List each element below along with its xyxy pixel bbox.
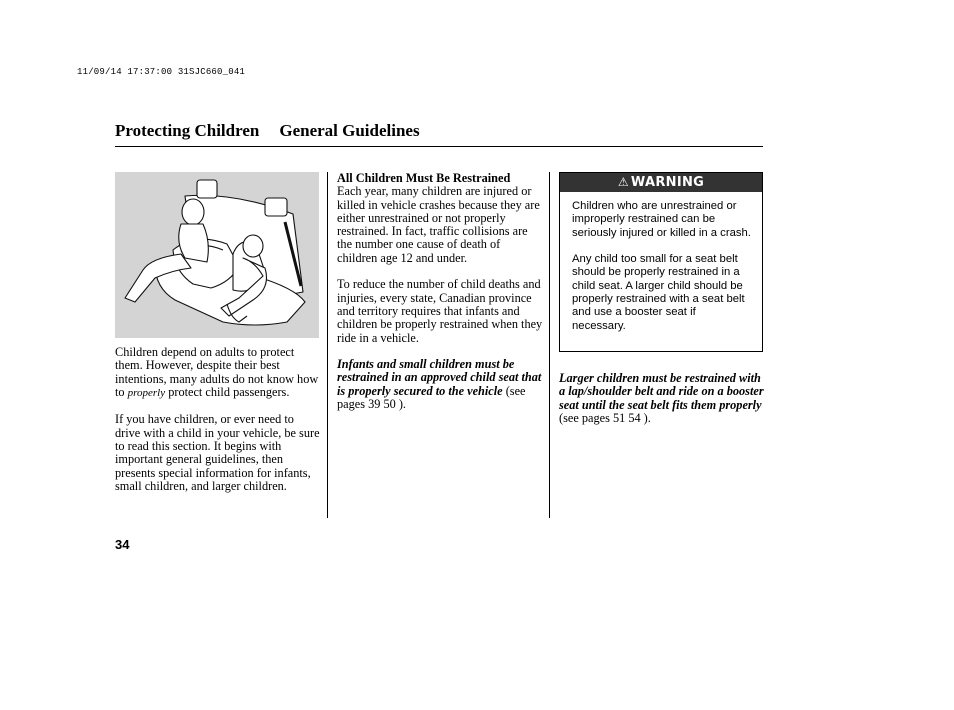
section-title: Protecting Children <box>115 121 260 140</box>
warning-box <box>559 172 763 352</box>
intro-text-a: Children depend on adults to protect them. However, despite their best intentions, many adults do not know how to <box>115 345 319 399</box>
child-seat-illustration <box>115 172 319 338</box>
booster-paragraph <box>559 372 765 425</box>
intro-text-b: protect child passengers. <box>165 384 290 399</box>
section-subtitle: General Guidelines <box>279 121 420 140</box>
intro-paragraph <box>115 346 321 400</box>
crash-statistics-paragraph: Each year, many children are injured or killed in vehicle crashes because they are either unrestrained or not properly restrained. In fact, traffic collisions are the number one cause of death of children age 12 and under. <box>337 184 540 265</box>
infant-seat-page-ref: (see pages 39 50 ). <box>337 383 526 412</box>
warning-triangle-icon: ⚠ <box>617 175 629 189</box>
restrained-heading: All Children Must Be Restrained <box>337 171 511 185</box>
column-divider-2 <box>549 172 550 518</box>
page-number: 34 <box>115 537 130 552</box>
guidelines-paragraph: If you have children, or ever need to drive with a child in your vehicle, be sure to read this section. It begins with important general guidelines, then presents special information for infants, small children, and larger children. <box>115 412 320 493</box>
header-rule <box>115 146 763 147</box>
law-paragraph: To reduce the number of child deaths and injuries, every state, Canadian province and territory requires that infants and children be properly restrained when they ride in a vehicle. <box>337 277 543 345</box>
booster-page-ref: (see pages 51 54 ). <box>559 410 651 425</box>
warning-paragraph-2: Any child too small for a seat belt should be properly restrained in a child seat. A larger child should be properly restrained with a seat belt and use a booster seat if necessary. <box>572 253 745 332</box>
warning-body <box>560 192 762 333</box>
warning-paragraph-1: Children who are unrestrained or improperly restrained can be seriously injured or killed in a crash. <box>572 200 751 239</box>
child-seat-drawing <box>115 172 319 338</box>
intro-emphasis: properly <box>127 386 166 399</box>
infant-seat-emphasis: Infants and small children must be restrained in an approved child seat that is properly secured to the vehicle <box>337 357 542 398</box>
column-larger-children <box>559 372 765 438</box>
column-restrained <box>337 172 543 425</box>
infant-seat-paragraph <box>337 358 543 411</box>
warning-label: WARNING <box>630 175 705 190</box>
warning-header <box>560 173 762 192</box>
column-intro <box>115 346 321 507</box>
page-header <box>115 121 420 141</box>
column-divider-1 <box>327 172 328 518</box>
booster-emphasis: Larger children must be restrained with a lap/shoulder belt and ride on a booster seat until the seat belt fits them properly <box>559 371 764 412</box>
print-stamp: 11/09/14 17:37:00 31SJC660_041 <box>77 67 246 77</box>
